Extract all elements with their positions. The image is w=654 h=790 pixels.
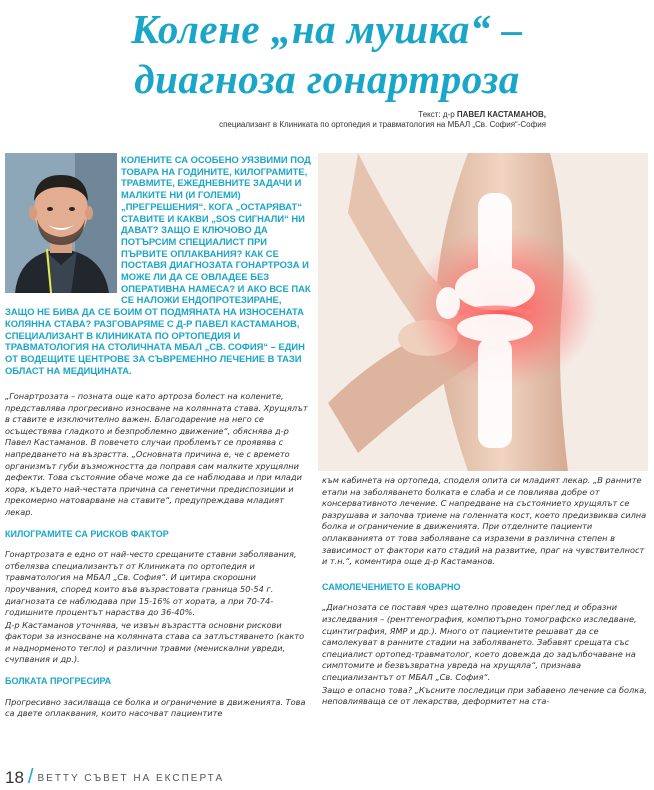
byline-name: ПАВЕЛ КАСТАМАНОВ, — [456, 110, 546, 119]
byline-label: Текст: д-р — [418, 110, 457, 119]
lead-photo-spacer — [5, 154, 121, 298]
paragraph: „Диагнозата се поставя чрез щателно проведен преглед и образни изследвания – (рентгенография, компютърно томографско изследване, сцинтиграфия, ЯМР и др.). Много от пациентите решават да се самолекуват в ранните стадии на заболяването. Забавят срещата със специалист ортопед-травматолог, което довежда до задълбочаване на симптомите и безвъзвратна увреда на хрущяла“, признава специализантът от МБАЛ „Св. София“. — [322, 602, 637, 682]
paragraph: Защо е опасно това? „Късните последици при забавено лечение са болка, неповлияваща се от лекарства, деформитет на ста- — [322, 684, 647, 707]
paragraph: Гонартрозата е едно от най-често срещаните ставни заболявания, отбелязва специализантът от Клиниката по ортопедия и травматология на МБАЛ „Св. София“. И цитира скорошни проучвания, според които във възрастовата граница 50-54 г. диагнозата се наблюдава при 15-16% от хората, а при 70-74-годишните процентът нараства до 36-40%. — [5, 549, 297, 618]
byline-role: специализант в Клиниката по ортопедия и травматология на МБАЛ „Св. София“-София — [219, 120, 546, 129]
column-right — [322, 475, 648, 709]
paragraph: „Гонартрозата – позната още като артроза болест на колените, представлява прогресивно износване на колянната става. Хрущялът в ставите е изключително важен. Благодарение на него се осъществява гладкото и безпроблемно движение“, обяснява д-р Павел Кастаманов. В повечето случаи проблемът се проявява с напредването на възрастта. „Основната причина е, че с времето организмът губи възможността да поправя сам малките хрущялни дефекти. Това състояние обаче може да се наблюдава и при млади хора, където най-честата причина са генетични предиспозиции и прекомерно натоварване на ставите“, предупреждава младият лекар. — [5, 391, 308, 517]
lead-paragraph — [5, 154, 312, 376]
paragraph: към кабинета на ортопеда, споделя опита си младият лекар. „В ранните етапи на заболяването болката е слаба и се повлиява добре от консервативното лечение. С напредване на състоянието хрущялът се разрушава и започва триене на голенната кост, което предизвиква силна болка и ограничение в движенията. При отделните пациенти оплакванията от това заболяване са изразени в различна степен в зависимост от фактори като стадий на развитие, праг на чувствителност и т.н.“, коментира още д-р Кастаманов. — [322, 475, 647, 567]
knee-illustration — [318, 153, 648, 471]
column-left — [5, 391, 310, 721]
byline — [219, 110, 546, 130]
title-line-1: Колене „на мушка“ – — [131, 6, 523, 52]
publication-name: BETTY СЪВЕТ НА ЕКСПЕРТА — [37, 773, 225, 784]
paragraph: Прогресивно засилваща се болка и ограничение в движенията. Това са двете оплаквания, които насочват пациентите — [5, 696, 306, 719]
title-line-2: диагноза гонартроза — [134, 56, 520, 102]
page-footer — [5, 766, 224, 789]
article-title — [0, 4, 654, 104]
section-heading: БОЛКАТА ПРОГРЕСИРА — [5, 676, 112, 687]
footer-slash: / — [27, 766, 34, 788]
paragraph: Д-р Кастаманов уточнява, че извън възрастта основни рискови фактори за износване на колянната става са затлъстяването (както и наднорменото тегло) и различни травми (менискални увреди, счупвания и др.). — [5, 619, 305, 665]
knee-illustration-image — [318, 153, 648, 471]
section-heading: КИЛОГРАМИТЕ СА РИСКОВ ФАКТОР — [5, 528, 169, 539]
lead-text: КОЛЕНИТЕ СА ОСОБЕНО УЯЗВИМИ ПОД ТОВАРА НА ГОДИНИТЕ, КИЛОГРАМИТЕ, ТРАВМИТЕ, ЕЖЕДНЕВНИТЕ ЗАДАЧИ И МАЛКИТЕ НИ (И ГОЛЕМИ) „ПРЕГРЕШЕНИЯ“. КОГА „ОСТАРЯВАТ“ СТАВИТЕ И КАКВИ „SOS СИГНАЛИ“ НИ ДАВАТ? ЗАЩО Е КЛЮЧОВО ДА ПОТЪРСИМ СПЕЦИАЛИСТ ПРИ ПЪРВИТЕ ОПЛАКВАНИЯ? КАК СЕ ПОСТАВЯ ДИАГНОЗАТА ГОНАРТРОЗА И МОЖЕ ЛИ ДА СЕ ОВЛАДЕЕ БЕЗ ОПЕРАТИВНА НАМЕСА? И АКО ВСЕ ПАК СЕ НАЛОЖИ ЕНДОПРОТЕЗИРАНЕ, ЗАЩО НЕ БИВА ДА СЕ БОИМ ОТ ПОДМЯНАТА НА ИЗНОСЕНАТА КОЛЯННА СТАВА? РАЗГОВАРЯМЕ С Д-Р ПАВЕЛ КАСТАМАНОВ, СПЕЦИАЛИЗАНТ В КЛИНИКАТА ПО ОРТОПЕДИЯ И ТРАВМАТОЛОГИЯ НА СТОЛИЧНАТА МБАЛ „СВ. СОФИЯ“ – ЕДИН ОТ ВОДЕЩИТЕ ЦЕНТРОВЕ ЗА СЪВРЕМЕННО ЛЕЧЕНИЕ В ТАЗИ ОБЛАСТ НА МЕДИЦИНАТА. — [5, 154, 311, 376]
section-heading: САМОЛЕЧЕНИЕТО Е КОВАРНО — [322, 581, 461, 592]
page-number: 18 — [5, 768, 24, 787]
